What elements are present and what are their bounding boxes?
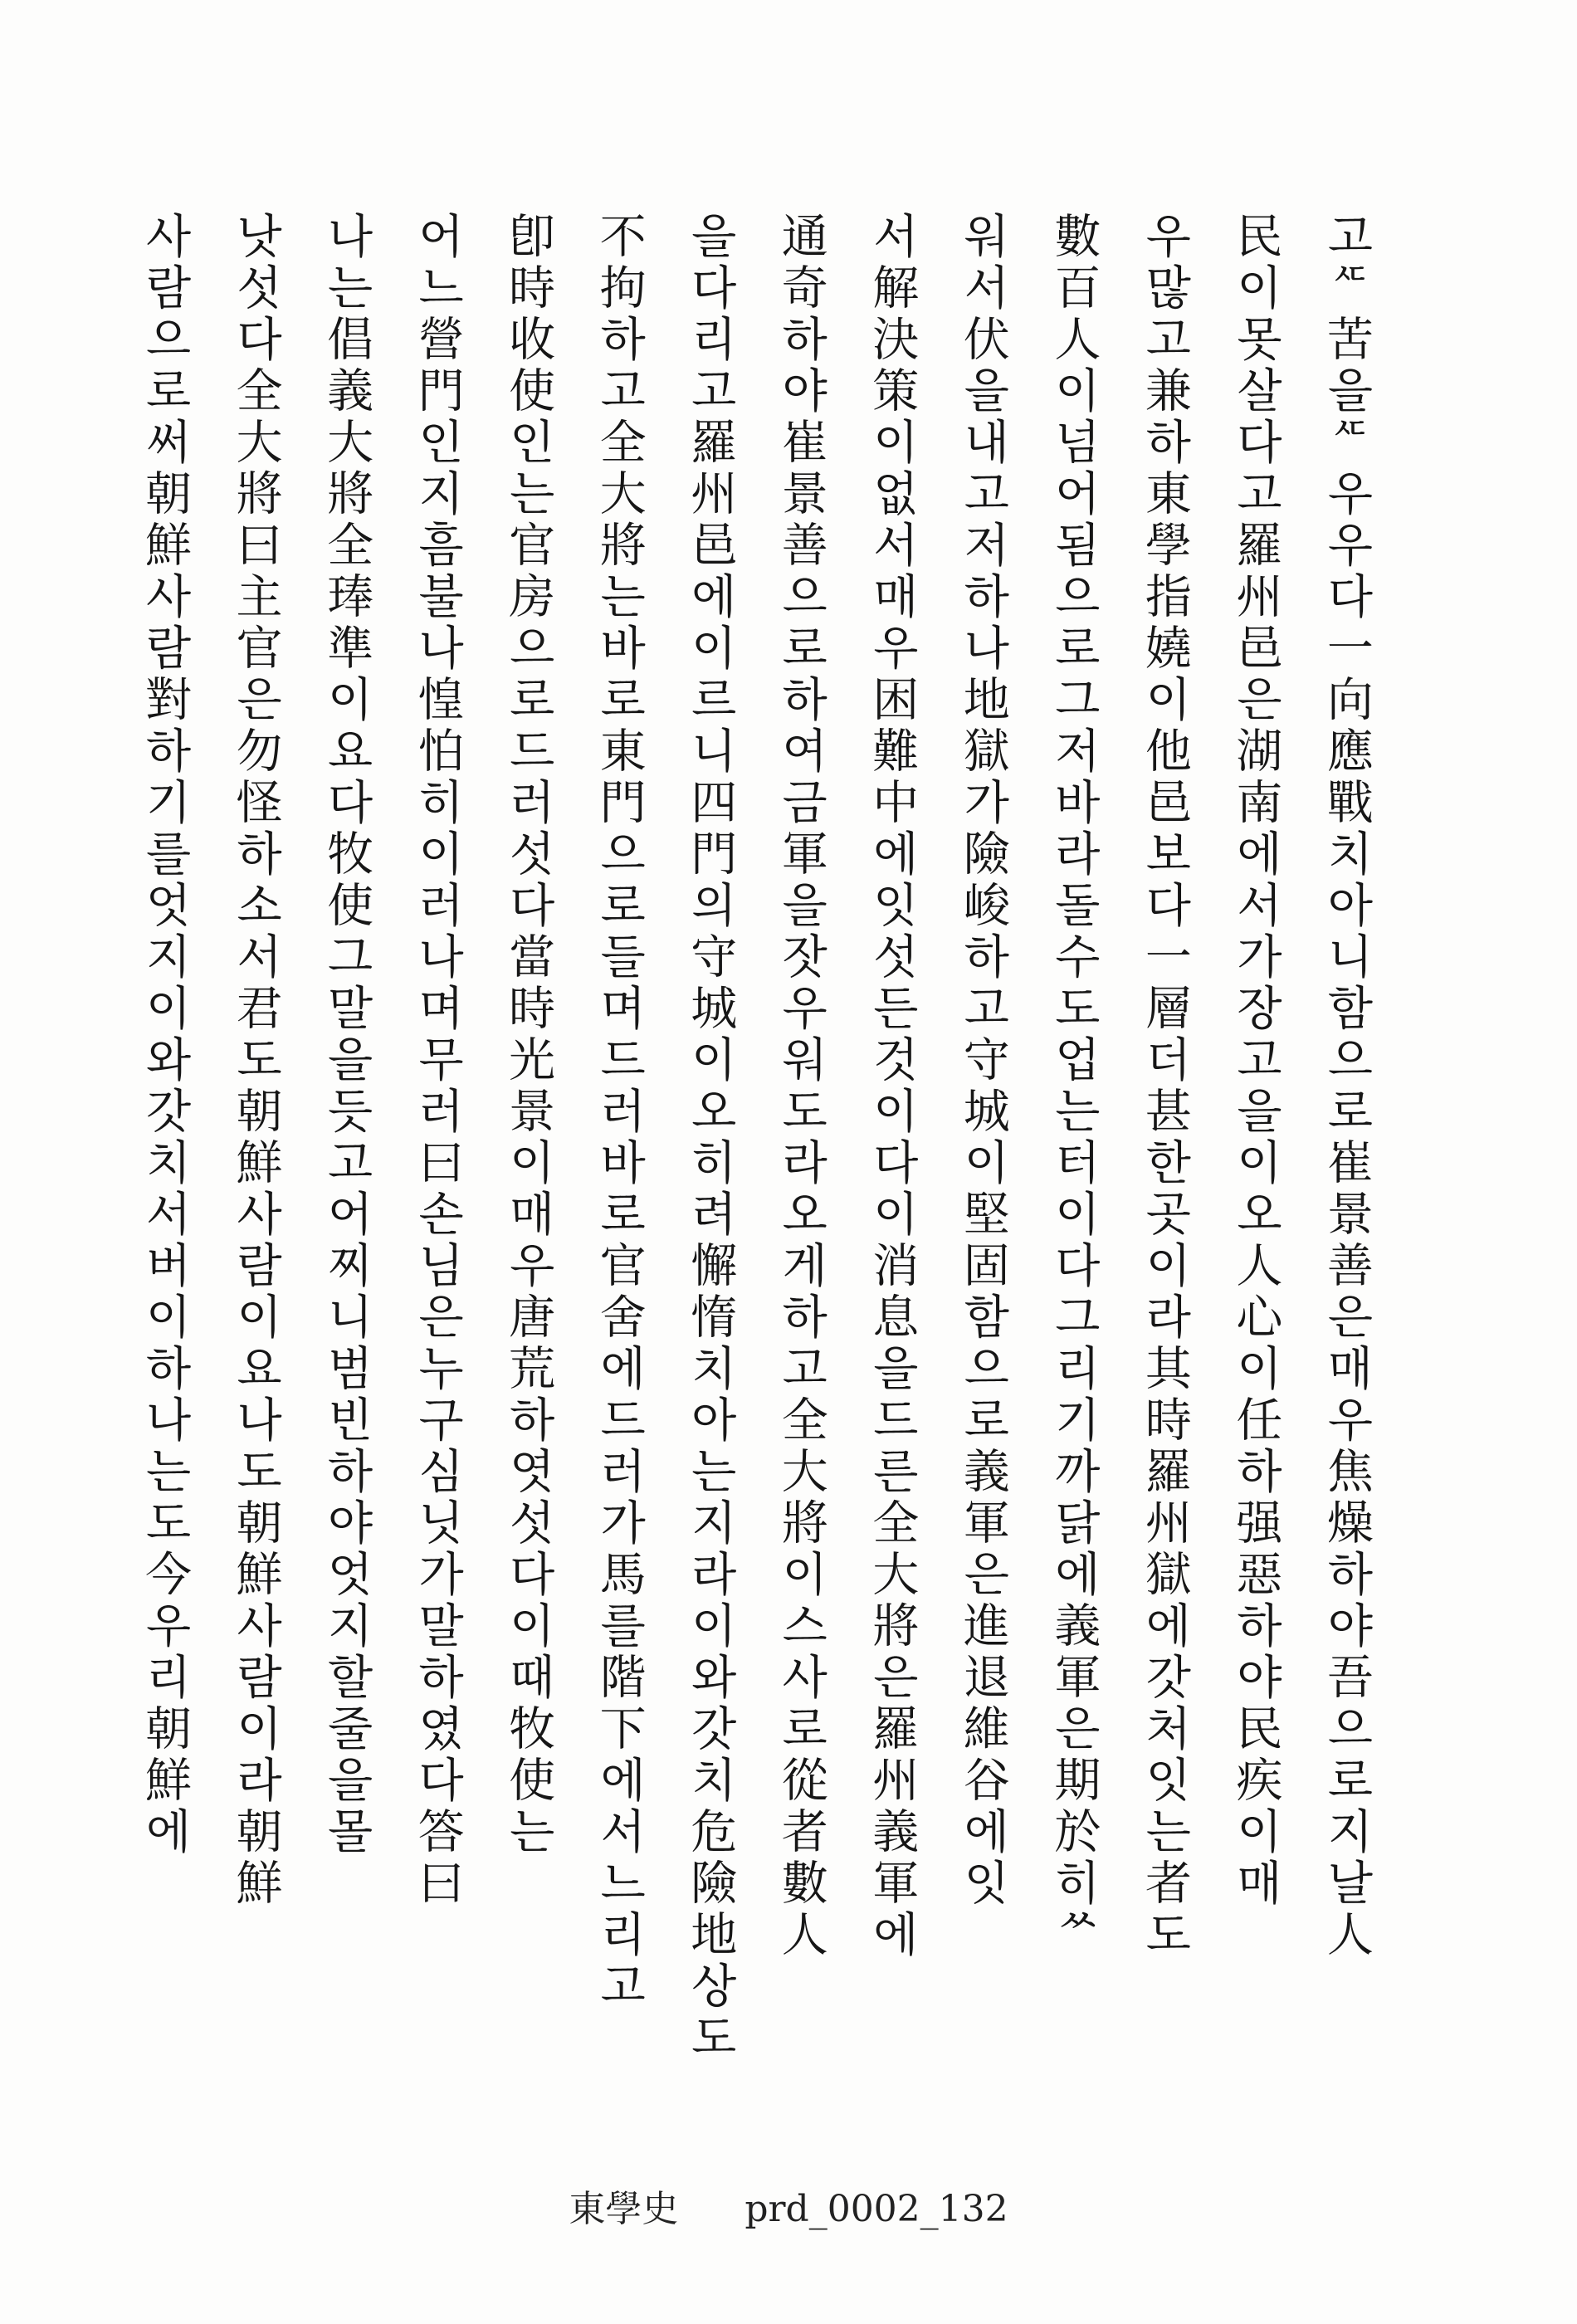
text-column-13: 낫섯다全大將曰主官은勿怪하소서君도朝鮮사람이요나도朝鮮사람이라朝鮮 xyxy=(228,212,283,1910)
text-column-10: 卽時收使인는官房으로드러섯다當時光景이매우唐荒하엿섯다이때牧使는 xyxy=(501,212,556,1858)
text-column-5: 워서伏을내고저하나地獄가險峻하고守城이堅固함으로義軍은進退維谷에잇 xyxy=(955,212,1010,1910)
page-identifier: prd_0002_132 xyxy=(745,2188,1008,2230)
text-column-7: 通奇하야崔景善으로하여금軍을잣우워도라오게하고全大將이스사로從者數人 xyxy=(774,212,828,1961)
text-column-1: 고ᄯ苦을ᄯ우우다一向應戰치아니함으로崔景善은매우焦燥하야吾으로지날人 xyxy=(1319,212,1374,1961)
handwritten-text-block xyxy=(138,212,1374,2064)
text-column-4: 數百人이넘어됨으로그저바라돌수도업는터이다그리기까닭에義軍은期於히ᄊ xyxy=(1047,212,1101,1961)
text-column-11: 어느營門인지흠불나惶怕히이러나며무러曰손님은누구심닛가말하였다答曰 xyxy=(410,212,465,1910)
text-column-6: 서解決策이없서매우困難中에잇섯든것이다이消息을드른全大將은羅州義軍에 xyxy=(865,212,920,1961)
text-column-2: 民이못살다고羅州邑은湖南에서가장고을이오人心이任하强惡하야民疾이매 xyxy=(1228,212,1283,1910)
book-title: 東學史 xyxy=(569,2188,679,2230)
page-footer xyxy=(0,2179,1577,2232)
text-column-14: 사람으로써朝鮮사람對하기를엇지이와갓치서버이하나는도今우리朝鮮에 xyxy=(138,212,192,1858)
text-column-9: 不拘하고全大將는바로東門으로들며드러바로官舍에드러가馬를階下에서느리고 xyxy=(592,212,647,2013)
text-column-8: 을다리고羅州邑에이르니四門의守城이오히려懈惰치아는지라이와갓치危險地상도 xyxy=(683,212,738,2064)
text-column-12: 나는倡義大將全琫準이요다牧使그말을듯고어찌니범빈하야엇지할줄을몰 xyxy=(320,212,374,1858)
text-column-3: 우많고兼하東學指嬈이他邑보다一層더甚한곳이라其時羅州獄에갓처잇는者도 xyxy=(1137,212,1192,1961)
